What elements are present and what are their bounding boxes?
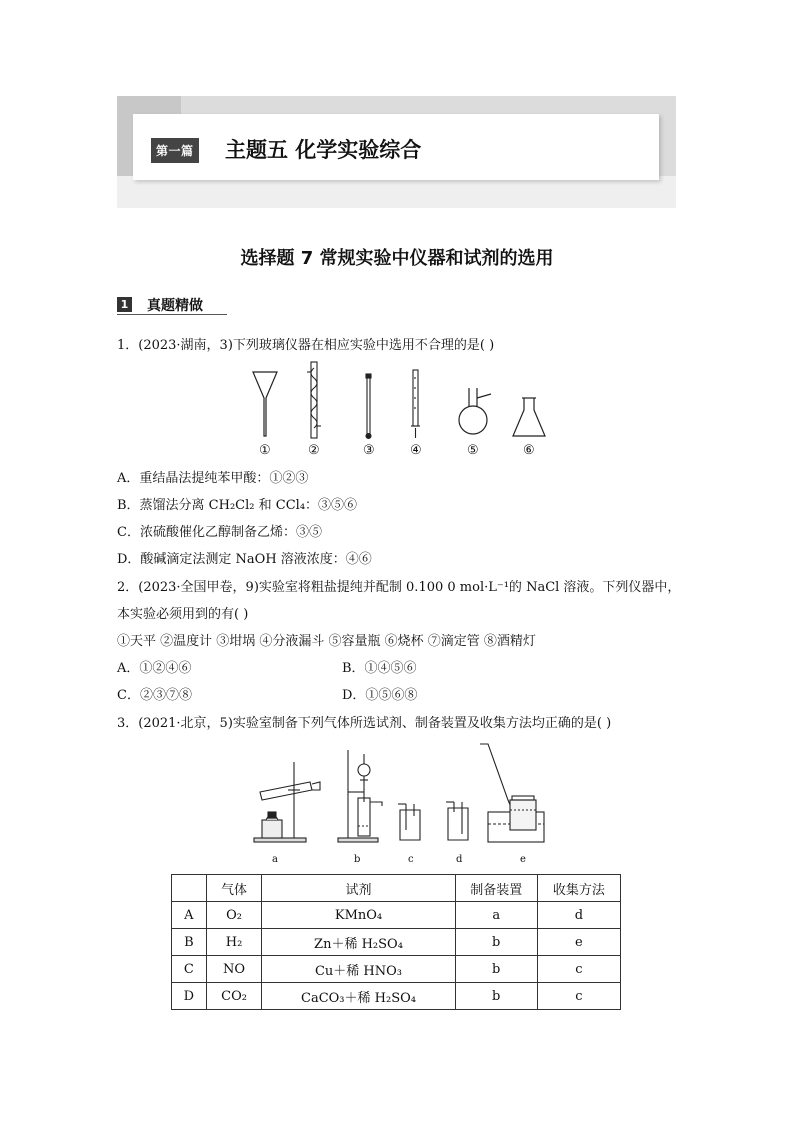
q1-option-d: D．酸碱滴定法测定 NaOH 溶液浓度：④⑥ — [117, 552, 372, 567]
funnel-icon — [253, 372, 277, 436]
distillation-flask-icon — [459, 388, 491, 434]
table-header-cell: 制备装置 — [455, 875, 537, 902]
q1-glassware-figure — [245, 358, 555, 458]
q2-option-b: B．①④⑤⑥ — [342, 661, 417, 676]
header-banner — [117, 96, 676, 208]
table-cell: C — [172, 956, 207, 983]
q1-option-a: A．重结晶法提纯苯甲酸：①②③ — [117, 471, 309, 486]
q1-figure-label: ① — [259, 443, 271, 458]
apparatus-d-icon — [446, 802, 468, 840]
section-number: 1 — [117, 297, 132, 312]
q2-option-d: D．①⑤⑥⑧ — [342, 688, 418, 703]
condenser-icon — [307, 362, 321, 438]
q1-stem: 1．(2023·湖南，3)下列玻璃仪器在相应实验中选用不合理的是( ) — [117, 338, 495, 353]
q1-figure-label: ③ — [363, 443, 375, 458]
table-cell: B — [172, 929, 207, 956]
q2-option-a: A．①②④⑥ — [117, 661, 192, 676]
table-cell: Cu＋稀 HNO₃ — [262, 956, 455, 983]
apparatus-e-icon — [480, 744, 544, 842]
table-cell: c — [537, 956, 620, 983]
conical-flask-icon — [513, 398, 545, 436]
table-cell: b — [455, 956, 537, 983]
table-row — [172, 929, 621, 956]
table-header-cell — [172, 875, 207, 902]
table-cell: b — [455, 983, 537, 1010]
table-cell: a — [455, 902, 537, 929]
table-cell: CO₂ — [206, 983, 262, 1010]
table-cell: Zn＋稀 H₂SO₄ — [262, 929, 455, 956]
q3-options-table — [171, 874, 621, 1010]
q1-option-b: B．蒸馏法分离 CH₂Cl₂ 和 CCl₄：③⑤⑥ — [117, 498, 358, 513]
q2-option-c: C．②③⑦⑧ — [117, 688, 192, 703]
table-cell: e — [537, 929, 620, 956]
table-header-cell: 试剂 — [262, 875, 455, 902]
thermometer-icon — [366, 374, 371, 439]
q3-figure-label: e — [520, 854, 526, 865]
table-cell: H₂ — [206, 929, 262, 956]
banner-background-lower — [117, 176, 676, 208]
table-row — [172, 956, 621, 983]
q2-stem-line2: 本实验必须用到的有( ) — [117, 607, 249, 622]
q3-figure-label: d — [456, 854, 463, 865]
q1-figure-label: ⑤ — [467, 443, 479, 458]
table-cell: c — [537, 983, 620, 1010]
apparatus-c-icon — [398, 804, 420, 840]
table-cell: A — [172, 902, 207, 929]
section-underline — [117, 314, 227, 315]
q3-figure-label: a — [272, 854, 278, 865]
table-cell: D — [172, 983, 207, 1010]
q3-apparatus-figure — [248, 740, 558, 868]
apparatus-a-icon — [254, 762, 320, 842]
table-cell: CaCO₃＋稀 H₂SO₄ — [262, 983, 455, 1010]
table-header-cell: 气体 — [206, 875, 262, 902]
section-heading — [117, 294, 227, 316]
table-row — [172, 902, 621, 929]
table-cell: KMnO₄ — [262, 902, 455, 929]
part-tag: 第一篇 — [151, 138, 199, 163]
q3-figure-label: c — [408, 854, 414, 865]
q1-option-c: C．浓硫酸催化乙醇制备乙烯：③⑤ — [117, 525, 322, 540]
q1-figure-label: ② — [308, 443, 320, 458]
section-label: 真题精做 — [147, 298, 203, 314]
q1-figure-label: ④ — [410, 443, 422, 458]
apparatus-b-icon — [338, 750, 382, 842]
q2-stem-line1: 2．(2023·全国甲卷，9)实验室将粗盐提纯并配制 0.100 0 mol·L⁻¹的 NaCl 溶液。下列仪器中， — [117, 580, 681, 595]
table-row — [172, 983, 621, 1010]
q3-figure-label: b — [354, 854, 361, 865]
table-cell: NO — [206, 956, 262, 983]
banner-title: 主题五 化学实验综合 — [225, 138, 422, 162]
burette-icon — [411, 370, 420, 438]
q1-figure-label: ⑥ — [523, 443, 535, 458]
table-cell: b — [455, 929, 537, 956]
table-header-cell: 收集方法 — [537, 875, 620, 902]
table-header-row — [172, 875, 621, 902]
q2-items: ①天平 ②温度计 ③坩埚 ④分液漏斗 ⑤容量瓶 ⑥烧杯 ⑦滴定管 ⑧酒精灯 — [117, 634, 536, 649]
table-cell: O₂ — [206, 902, 262, 929]
q3-stem: 3．(2021·北京，5)实验室制备下列气体所选试剂、制备装置及收集方法均正确的是( ) — [117, 716, 612, 731]
table-cell: d — [537, 902, 620, 929]
page-title: 选择题 7 常规实验中仪器和试剂的选用 — [240, 248, 554, 269]
